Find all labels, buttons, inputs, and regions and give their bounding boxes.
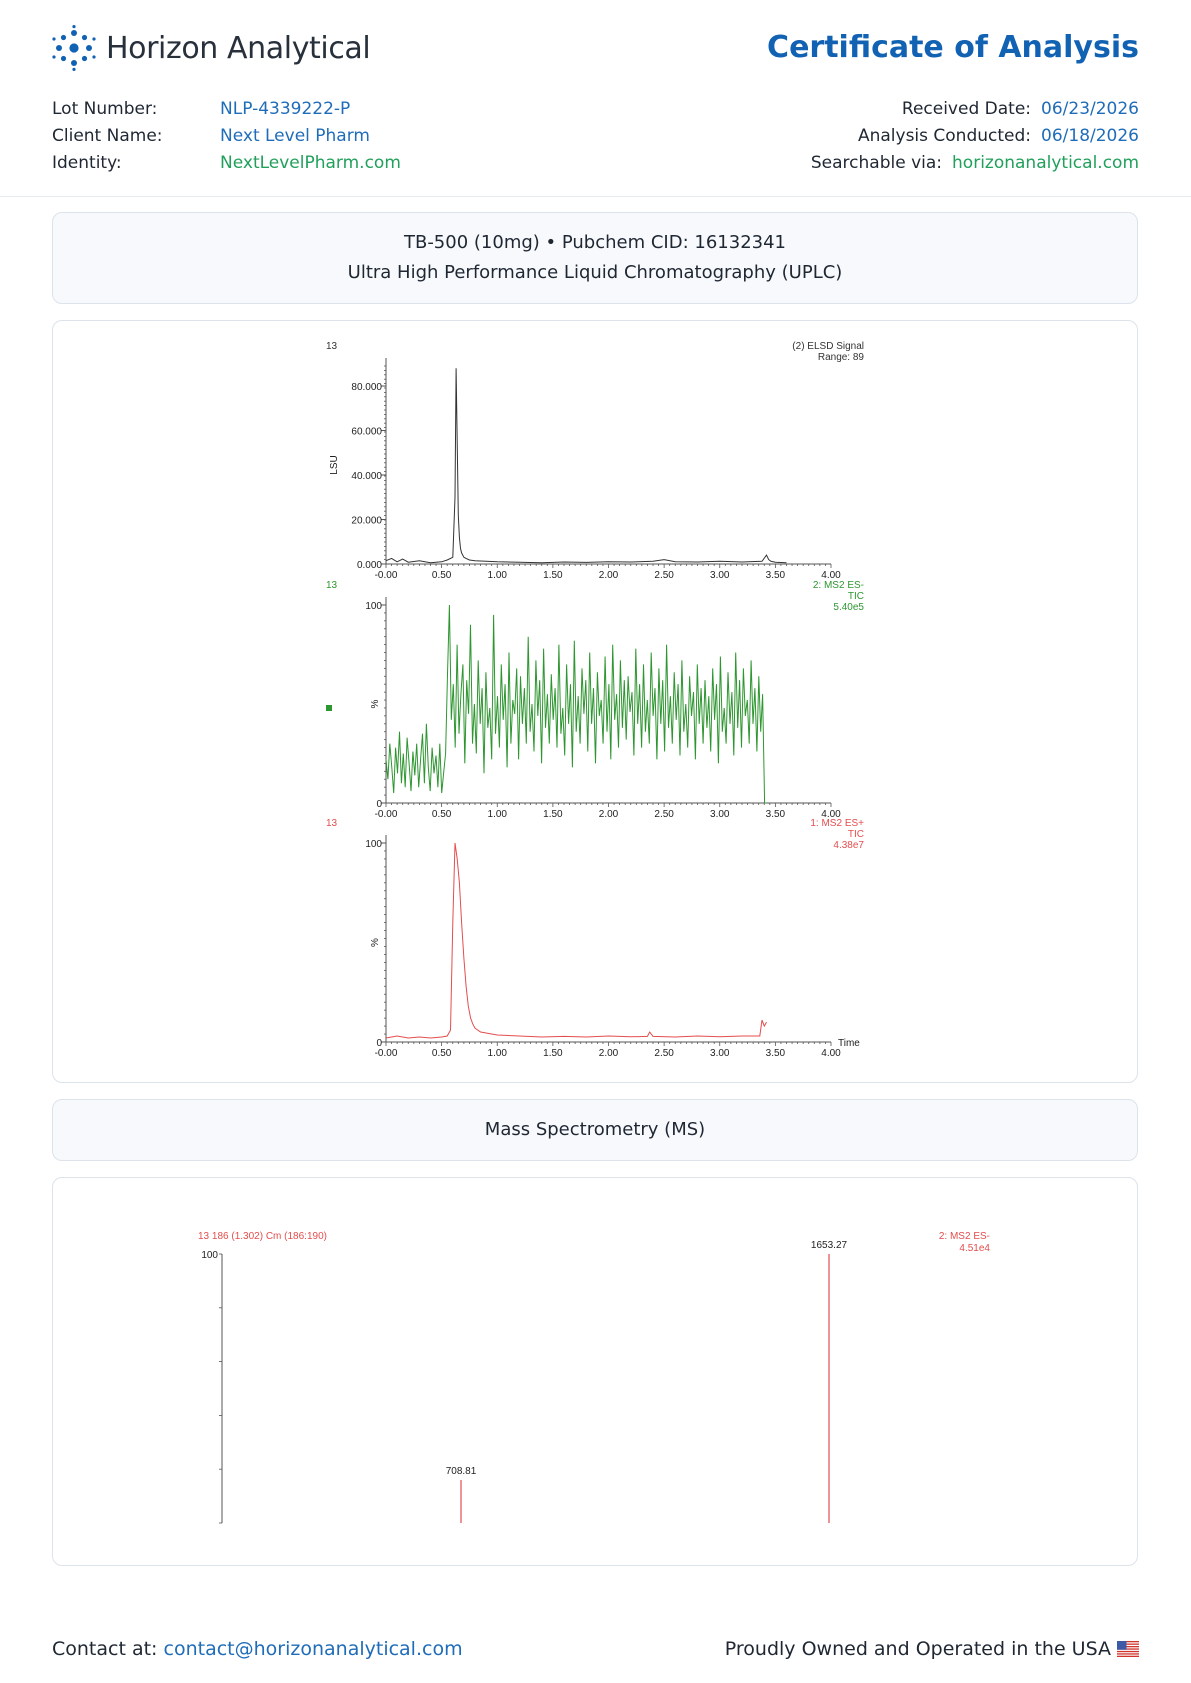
x-tick-label: 4.00 (821, 809, 841, 820)
trace-marker-icon (326, 705, 332, 711)
contact-email-link[interactable]: contact@horizonanalytical.com (163, 1638, 463, 1660)
y-axis-label: % (370, 938, 381, 947)
chart-corner-label: 13 (326, 818, 338, 829)
x-tick-label: 2.50 (654, 570, 674, 581)
x-tick-label: 4.00 (821, 1048, 841, 1059)
y-tick-label: 0 (376, 1038, 382, 1049)
received-date-label: Received Date: (901, 99, 1032, 119)
x-tick-label: -0.00 (374, 1048, 398, 1059)
x-tick-label: 1.50 (543, 570, 563, 581)
analysis-date-label: Analysis Conducted: (857, 126, 1032, 146)
x-tick-label: 2.50 (654, 809, 674, 820)
x-tick-label: 1.50 (543, 809, 563, 820)
chromatogram-trace (386, 368, 787, 563)
x-tick-label: 1.00 (487, 1048, 507, 1059)
x-tick-label: 3.00 (710, 809, 730, 820)
y-axis-label: % (370, 699, 381, 709)
x-tick-label: 2.00 (598, 809, 619, 820)
uplc-method-title: Ultra High Performance Liquid Chromatography (UPLC) (347, 262, 843, 283)
y-axis-label: LSU (329, 455, 340, 475)
searchable-link[interactable]: horizonanalytical.com (952, 153, 1139, 173)
identity-link[interactable]: NextLevelPharm.com (220, 153, 401, 173)
footer-contact (52, 1638, 463, 1660)
contact-label: Contact at: (52, 1638, 158, 1660)
chart-trace-label: TIC (847, 591, 864, 602)
x-tick-label: 0.50 (431, 570, 452, 581)
identity-label: Identity: (52, 153, 122, 173)
y-tick-label: 20.000 (351, 515, 382, 527)
chart-corner-label: 13 (326, 580, 338, 591)
x-tick-label: 0.50 (431, 1048, 452, 1059)
chromatogram-trace (386, 605, 767, 803)
chart-trace-label: TIC (847, 829, 864, 840)
x-tick-label: 3.00 (710, 570, 730, 581)
y-tick-label: 60.000 (351, 426, 382, 438)
x-tick-label: 3.50 (765, 1048, 786, 1059)
chart-trace-label: (2) ELSD Signal (792, 341, 864, 352)
us-flag-icon (1117, 1641, 1139, 1657)
chart-corner-label: 13 (326, 341, 338, 352)
searchable-label: Searchable via: (810, 153, 943, 173)
chromatogram-trace (386, 843, 767, 1038)
x-tick-label: 2.50 (654, 1048, 674, 1059)
ms-trace-label: 4.51e4 (959, 1243, 990, 1254)
chart-trace-label: 2: MS2 ES- (812, 580, 864, 591)
x-tick-label: -0.00 (374, 809, 398, 820)
x-tick-label: 1.00 (487, 809, 507, 820)
x-tick-label: 3.00 (710, 1048, 730, 1059)
lot-number-value: NLP-4339222-P (220, 99, 351, 119)
x-tick-label: 0.50 (431, 809, 452, 820)
ms-peak-label: 708.81 (445, 1465, 477, 1477)
ms-trace-label: 2: MS2 ES- (938, 1231, 990, 1242)
chart-trace-label: 5.40e5 (833, 602, 864, 613)
document-title: Certificate of Analysis (767, 30, 1139, 65)
chart-trace-label: Range: 89 (817, 352, 864, 363)
ms-scan-header-label: 13 186 (1.302) Cm (186:190) (198, 1231, 327, 1242)
ms-method-title: Mass Spectrometry (MS) (484, 1119, 706, 1140)
x-tick-label: 3.50 (765, 570, 786, 581)
client-name-value: Next Level Pharm (220, 126, 370, 146)
chart-trace-label: 1: MS2 ES+ (810, 818, 864, 829)
x-tick-label: 2.00 (598, 570, 619, 581)
analysis-date-value: 06/18/2026 (1041, 126, 1139, 146)
x-axis-label: Time (838, 1038, 860, 1049)
x-tick-label: 1.50 (543, 1048, 563, 1059)
compound-info: TB-500 (10mg) • Pubchem CID: 16132341 (403, 232, 787, 253)
chart-trace-label: 4.38e7 (833, 840, 864, 851)
y-tick-label: 80.000 (351, 382, 382, 394)
y-tick-label: 100 (365, 839, 382, 850)
x-tick-label: 1.00 (487, 570, 507, 581)
x-tick-label: 4.00 (821, 570, 841, 581)
y-tick-label: 40.000 (351, 471, 382, 483)
usa-text: Proudly Owned and Operated in the USA (724, 1638, 1111, 1660)
ms-peak-label: 1653.27 (810, 1240, 848, 1251)
lot-number-label: Lot Number: (52, 99, 158, 119)
received-date-value: 06/23/2026 (1041, 99, 1139, 119)
x-tick-label: 3.50 (765, 809, 786, 820)
y-tick-label: 100 (365, 601, 382, 612)
company-name: Horizon Analytical (106, 30, 371, 66)
x-tick-label: 2.00 (598, 1048, 619, 1059)
x-tick-label: -0.00 (374, 570, 398, 581)
footer-usa (725, 1638, 1139, 1660)
y-tick-label: 0.000 (356, 560, 382, 571)
y-tick-label: 0 (376, 799, 382, 810)
ms-y-tick-label: 100 (201, 1250, 218, 1261)
client-name-label: Client Name: (52, 126, 163, 146)
